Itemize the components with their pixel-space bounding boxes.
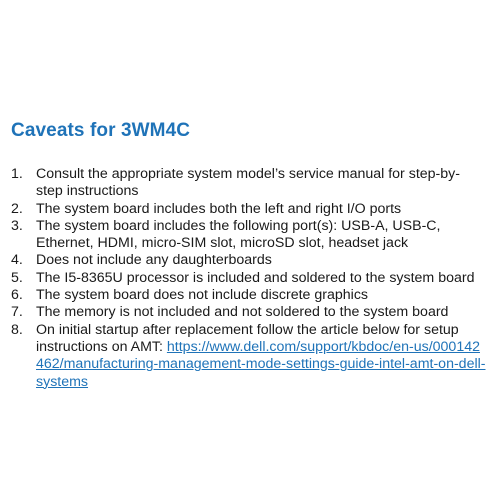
list-item [0,322,500,391]
list-item-text: Consult the appropriate system model’s service manual for step-by-step instructions [36,166,460,200]
list-item [0,218,500,253]
list-item-text: The system board includes both the left and right I/O ports [36,200,402,217]
list-item [0,201,500,218]
list-item-text: The system board does not include discrete graphics [36,287,369,304]
list-item [0,304,500,321]
list-item-number: 6. [11,287,23,304]
list-item [0,166,500,201]
list-item [0,252,500,269]
list-item-number: 7. [11,304,23,321]
amt-article-link[interactable]: https://www.dell.com/support/kbdoc/en-us/000142462/manufacturing-management-mode-settings-guide-intel-amt-on-dell-systems [36,338,486,390]
list-item [0,270,500,287]
list-item-number: 1. [11,166,23,182]
caveats-heading: Caveats for 3WM4C [11,120,191,141]
list-item-text: The memory is not included and not soldered to the system board [36,304,449,321]
list-item-number: 8. [11,321,23,338]
list-item-text: On initial startup after replacement follow the article below for setup instructions on AMT: [36,321,459,355]
list-item-text: The I5-8365U processor is included and soldered to the system board [36,269,475,286]
list-item-text: The system board includes the following port(s): USB-A, USB-C, Ethernet, HDMI, micro-SIM slot, microSD slot, headset jack [36,217,441,252]
list-item-number: 2. [11,200,23,217]
list-item [0,287,500,304]
list-item-number: 4. [11,252,23,269]
list-item-number: 5. [11,269,23,286]
list-item-number: 3. [11,217,23,234]
caveats-list [0,166,500,391]
list-item-text: Does not include any daughterboards [36,252,272,269]
